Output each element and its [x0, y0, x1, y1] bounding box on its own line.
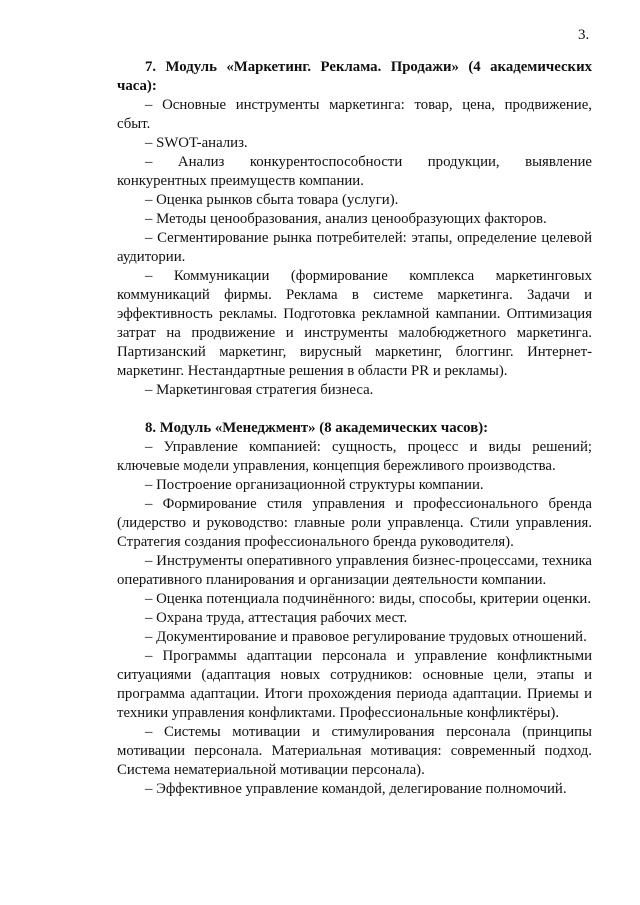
module-8-item: – Документирование и правовое регулирование трудовых отношений. [145, 629, 587, 645]
module-7-item: – Анализ конкурентоспособности продукции, выявление конкурентных преимуществ компании. [117, 154, 592, 189]
module-7-section [117, 58, 592, 400]
module-7-item: – Методы ценообразования, анализ ценообразующих факторов. [145, 211, 547, 227]
module-8-heading: 8. Модуль «Менеджмент» (8 академических часов): [145, 420, 489, 436]
module-8-item: – Программы адаптации персонала и управление конфликтными ситуациями (адаптация новых сотрудников: основные цели, этапы и программа адаптации. Итоги прохождения периода адаптации. Приемы и техники управления конфликтами. Профессиональные конфликтёры). [117, 648, 592, 721]
document-body [117, 58, 592, 799]
module-8-item: – Построение организационной структуры компании. [145, 477, 484, 493]
module-7-item: – Оценка рынков сбыта товара (услуги). [145, 192, 399, 208]
module-7-item: – Сегментирование рынка потребителей: этапы, определение целевой аудитории. [117, 230, 592, 265]
module-8-section [117, 419, 592, 799]
module-7-item: – SWOT-анализ. [145, 135, 248, 151]
module-8-item: – Оценка потенциала подчинённого: виды, способы, критерии оценки. [145, 591, 592, 607]
module-8-item: – Формирование стиля управления и профессионального бренда (лидерство и руководство: главные роли управленца. Стили управления. Стратегия создания профессионального бренда руководителя). [117, 496, 592, 550]
module-7-item: – Основные инструменты маркетинга: товар, цена, продвижение, сбыт. [117, 97, 592, 132]
module-7-item: – Коммуникации (формирование комплекса маркетинговых коммуникаций фирмы. Реклама в системе маркетинга. Задачи и эффективность рекламы. Подготовка рекламной кампании. Оптимизация затрат на продвижение и инструменты малобюджетного маркетинга. Партизанский маркетинг, вирусный маркетинг, блоггинг. Интернет-маркетинг. Нестандартные решения в области PR и рекламы). [117, 268, 592, 379]
module-7-heading: 7. Модуль «Маркетинг. Реклама. Продажи» (4 академических часа): [117, 59, 592, 94]
module-7-item: – Маркетинговая стратегия бизнеса. [145, 382, 374, 398]
module-8-item: – Инструменты оперативного управления бизнес-процессами, техника оперативного планирования и организации деятельности компании. [117, 553, 592, 588]
module-8-item: – Системы мотивации и стимулирования персонала (принципы мотивации персонала. Материальная мотивация: современный подход. Система нематериальной мотивации персонала). [117, 724, 592, 778]
section-spacer [117, 400, 592, 419]
module-8-item: – Охрана труда, аттестация рабочих мест. [145, 610, 408, 626]
module-8-item: – Эффективное управление командой, делегирование полномочий. [145, 781, 567, 797]
page-number: 3. [578, 27, 590, 43]
module-8-item: – Управление компанией: сущность, процесс и виды решений; ключевые модели управления, концепция бережливого производства. [117, 439, 592, 474]
